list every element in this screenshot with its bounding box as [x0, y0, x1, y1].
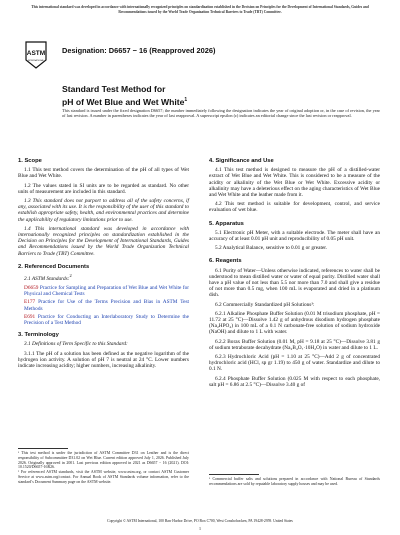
paragraph-1-4: 1.4 This international standard was developed in accordance with internationally recognized principles on standardization established in the Decision on Principles for the Development of International Standards, Guides and Recommendations issued by the World Trade Organization Technical Barriers to Trade (TBT) Committee.	[18, 225, 189, 257]
paragraph-6-1: 6.1 Purity of Water—Unless otherwise indicated, references to water shall be understood to mean distilled water or water of equal purity. Distilled water shall have a pH value of not less than 5.5 nor more than 7.0 and shall give a residue of not more than 0.5 mg, when 100 mL is evaporated and dried in a platinum dish.	[209, 267, 380, 299]
page-number: 1	[199, 526, 201, 531]
paragraph-2-1: 2.1 ASTM Standards:$^2$	[24, 273, 72, 282]
section-referenced-documents-heading: 2. Referenced Documents	[18, 263, 90, 270]
reference-link-e177[interactable]: E177 Practice for Use of the Terms Precision and Bias in ASTM Test Methods	[24, 299, 189, 312]
section-terminology-heading: 3. Terminology	[18, 332, 59, 339]
section-scope-heading: 1. Scope	[18, 158, 42, 164]
footnote-rule-right	[209, 474, 259, 475]
document-title	[62, 84, 187, 107]
designation: Designation: D6657 − 16 (Reapproved 2026)	[62, 46, 216, 55]
paragraph-5-1: 5.1 Electronic pH Meter, with a suitable electrode. The meter shall have an accuracy of at least 0.01 pH unit and reproducibility of 0.05 pH unit.	[209, 229, 380, 243]
paragraph-6-2: 6.2 Commercially Standardized pH Solutions³:	[215, 301, 315, 308]
paragraph-6-2-1: 6.2.1 Alkaline Phosphate Buffer Solution (0.01 M trisodium phosphate, pH = 11.72 at 25 °C)—Dissolve 1.42 g of anhydrous disodium hydrogen phosphate (Na₂HPO₄) in 100 mL of a 0.1 N carbonate-free solution of sodium hydroxide (NaOH) and dilute to 1 L with water.	[209, 310, 380, 336]
title-line-1: Standard Test Method for	[62, 84, 166, 94]
paragraph-6-2-3: 6.2.3 Hydrochloric Acid (pH = 1.10 at 25 °C)—Add 2 g of concentrated hydrochloric acid (HCl, sp gr 1.19) to 450 g of water. Standardize and dilute to 0.1 N.	[209, 354, 380, 373]
title-line-2: pH of Wet Blue and Wet White$^1$	[62, 96, 188, 107]
standard-issuance-note: This standard is issued under the fixed designation D6657; the number immediately following the designation indicates the year of original adoption or, in the case of revision, the year of last revision. A number in parentheses indicates the year of last reapproval. A superscript epsilon (ε) indicates an editorial change since the last revision or reapproval.	[62, 108, 380, 119]
paragraph-4-1: 4.1 This test method is designed to measure the pH of a distilled-water extract of Wet Blue and Wet White. This is considered to be a measure of the acidity or alkalinity of the Wet Blue or Wet White. Excessive acidity or alkalinity may have a deleterious effect on the aging characteristics of Wet Blue and Wet White and the leather made from it.	[209, 167, 380, 199]
reference-link-d6659[interactable]: D6659 Practice for Sampling and Preparation of Wet Blue and Wet White for Physical and Chemical Tests	[24, 285, 189, 298]
international-standard-notice: This international standard was developed in accordance with internationally recognized principles on standardization established in the Decision on Principles for the Development of International Standards, Guides and Recommendations issued by the World Trade Organization Technical Barriers to Trade (TBT) Committee.	[31, 5, 369, 14]
right-column	[209, 158, 380, 391]
section-apparatus-heading: 5. Apparatus	[209, 220, 244, 227]
paragraph-3-1: 3.1 Definitions of Term Specific to this Standard:	[24, 341, 128, 348]
footnotes-left: ¹ This test method is under the jurisdiction of ASTM Committee D31 on Leather and is the direct responsibility of Subcommittee D31.02 on Wet Blue. Current edition approved July 1, 2026. Published July 2026. Originally approved in 2001. Last previous edition approved in 2021 as D6657 − 16 (2021). DOI: 10.1520/D6657-16R26. ² For referenced ASTM standards, visit the ASTM website, www.astm.org, or contact ASTM Customer Service at www.astm.org/contact. For Annual Book of ASTM Standards volume information, refer to the standard’s Document Summary page on the ASTM website.	[18, 451, 189, 484]
paragraph-6-2-2: 6.2.2 Borax Buffer Solution (0.01 M, pH = 9.18 at 25 °C)—Dissolve 3.81 g of sodium tetraborate decahydrate (Na₂B₄O₇·10H₂O) in water and dilute to 1 L.	[209, 338, 380, 351]
section-reagents-heading: 6. Reagents	[209, 258, 242, 265]
paragraph-3-1-1: 3.1.1 The pH of a solution has been defined as the negative logarithm of the hydrogen ion activity. A solution of pH 7 is neutral at 24 °C. Lower numbers indicate increasing acidity; higher numbers, increasing alkalinity.	[18, 350, 189, 370]
footnote-right: ³ Commercial buffer salts and solutions prepared in accordance with National Bureau of Standards recommendations are sold by reputable laboratory supply houses and may be used.	[209, 477, 380, 486]
section-significance-heading: 4. Significance and Use	[209, 158, 274, 164]
paragraph-5-2: 5.2 Analytical Balance, sensitive to 0.01 g or greater.	[215, 245, 328, 252]
paragraph-6-2-4: 6.2.4 Phosphate Buffer Solution (0.025 M with respect to each phosphate, salt pH = 6.86 at 2.5 °C)—Dissolve 3.40 g of	[209, 375, 380, 388]
left-column	[18, 158, 189, 372]
paragraph-4-2: 4.2 This test method is suitable for development, control, and service evaluation of wet blue.	[209, 201, 380, 214]
svg-text:INTERNATIONAL: INTERNATIONAL	[28, 60, 44, 62]
paragraph-1-3: 1.3 This standard does not purport to address all of the safety concerns, if any, associated with its use. It is the responsibility of the user of this standard to establish appropriate safety, health, and environmental practices and determine the applicability of regulatory limitations prior to use.	[18, 198, 189, 223]
paragraph-1-1: 1.1 This test method covers the determination of the pH of all types of Wet Blue and Wet White.	[18, 167, 189, 180]
copyright-line: Copyright © ASTM International, 100 Barr Harbor Drive, PO Box C700, West Conshohocken, PA 19428-2959. United States	[107, 519, 293, 523]
footnote-rule-left	[18, 448, 68, 449]
paragraph-1-2: 1.2 The values stated in SI units are to be regarded as standard. No other units of measurement are included in this standard.	[18, 182, 189, 195]
svg-text:ASTM: ASTM	[26, 50, 46, 57]
reference-link-e691[interactable]: E691 Practice for Conducting an Interlaboratory Study to Determine the Precision of a Test Method	[24, 313, 190, 327]
title-footnote-marker: 1	[184, 96, 188, 103]
astm-logo	[24, 40, 48, 70]
